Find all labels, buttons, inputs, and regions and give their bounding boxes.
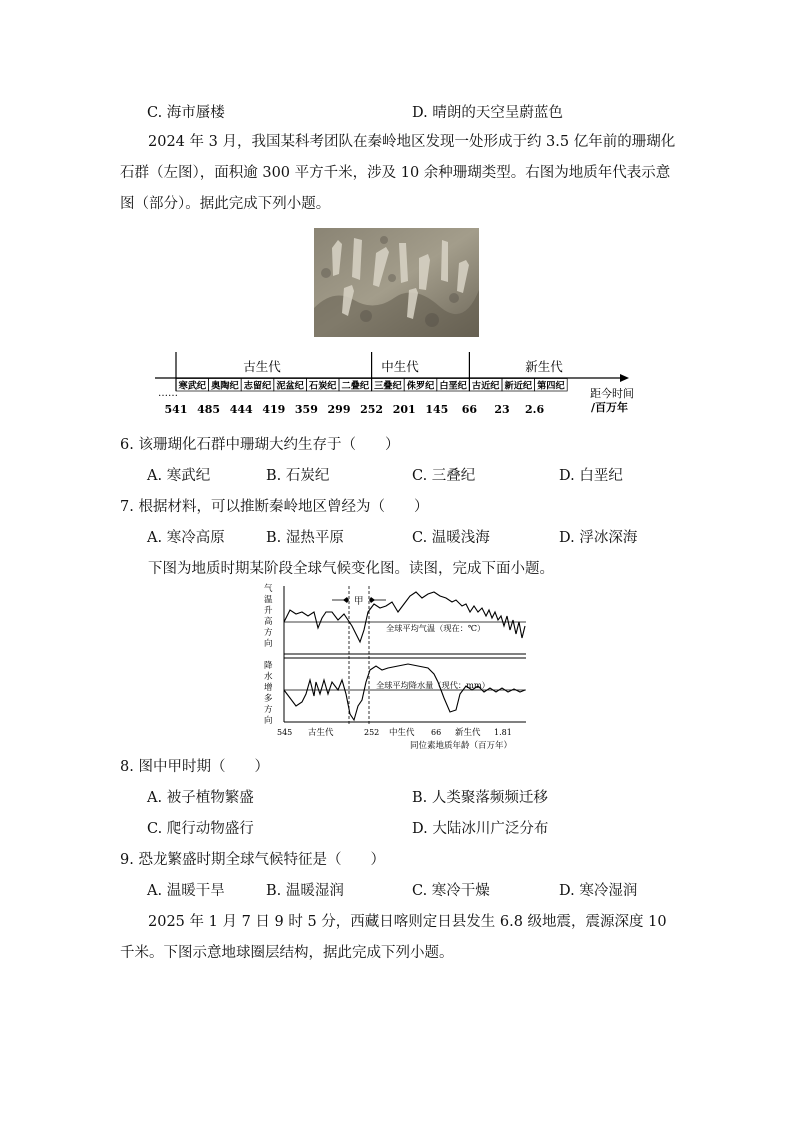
age-tick-label: 541 xyxy=(164,403,188,416)
era-cenozoic: 新生代 xyxy=(455,728,481,738)
geologic-timeline xyxy=(150,350,640,420)
era-paleozoic: 古生代 xyxy=(308,728,334,738)
timeline-arrowhead xyxy=(620,374,629,382)
age-tick-label: 419 xyxy=(262,403,286,416)
q8-option-d[interactable]: D. 大陆冰川广泛分布 xyxy=(412,821,549,837)
q7-stem: 7. 根据材料，可以推断秦岭地区曾经为（ ） xyxy=(120,499,429,515)
age-tick-label: 252 xyxy=(360,403,384,416)
era-label-mesozoic: 中生代 xyxy=(381,359,419,374)
era-label-paleozoic: 古生代 xyxy=(243,359,281,374)
period-label: 新近纪 xyxy=(504,380,533,392)
age-tick-label: 359 xyxy=(294,403,318,416)
age-tick-label: 201 xyxy=(392,403,416,416)
coral-fossil-photo xyxy=(314,228,479,337)
q9-option-d[interactable]: D. 寒冷湿润 xyxy=(559,883,638,899)
svg-text:升: 升 xyxy=(264,606,273,616)
q7-option-a[interactable]: A. 寒冷高原 xyxy=(147,530,225,546)
precipitation-curve xyxy=(284,664,525,720)
period-label: 侏罗纪 xyxy=(406,380,435,392)
timeline-ellipsis: …… xyxy=(158,388,178,399)
q8-option-c[interactable]: C. 爬行动物盛行 xyxy=(147,821,254,837)
age-tick-label: 66 xyxy=(461,403,478,416)
x-tick-66: 66 xyxy=(431,728,442,737)
svg-text:水: 水 xyxy=(264,672,273,682)
q9-option-b[interactable]: B. 温暖湿润 xyxy=(266,883,344,899)
passage-coral-fossil: 2024 年 3 月，我国某科考团队在秦岭地区发现一处形成于约 3.5 亿年前的珊瑚化石群（左图），面积逾 300 平方千米，涉及 10 余种珊瑚类型。右图为地质年代表示意图（部分）。据此完成下列小题。 xyxy=(120,134,676,212)
era-label-cenozoic: 新生代 xyxy=(525,359,563,374)
jia-marker: 甲 xyxy=(354,596,364,607)
precip-axis-label xyxy=(264,660,273,726)
q8-option-a[interactable]: A. 被子植物繁盛 xyxy=(147,790,254,806)
period-label: 三叠纪 xyxy=(374,380,402,392)
period-label: 志留纪 xyxy=(243,380,272,392)
age-tick-label: 145 xyxy=(425,403,449,416)
period-label: 泥盆纪 xyxy=(276,380,304,392)
q9-stem: 9. 恐龙繁盛时期全球气候特征是（ ） xyxy=(120,852,385,868)
svg-text:方: 方 xyxy=(264,705,273,715)
svg-text:向: 向 xyxy=(264,716,273,726)
age-tick-label: 485 xyxy=(197,403,221,416)
q5-option-d[interactable]: D. 晴朗的天空呈蔚蓝色 xyxy=(412,105,563,121)
q8-stem: 8. 图中甲时期（ ） xyxy=(120,759,269,775)
age-tick-label: 444 xyxy=(229,403,253,416)
svg-text:多: 多 xyxy=(264,694,273,704)
passage-climate: 下图为地质时期某阶段全球气候变化图。读图，完成下面小题。 xyxy=(148,561,554,577)
precip-reference-label: 全球平均降水量（现代：mm） xyxy=(376,680,490,690)
period-label: 石炭纪 xyxy=(308,380,337,392)
q8-option-b[interactable]: B. 人类聚落频频迁移 xyxy=(412,790,548,806)
svg-text:增: 增 xyxy=(264,683,273,693)
svg-text:向: 向 xyxy=(264,639,273,649)
period-label: 古近纪 xyxy=(471,380,500,392)
q6-option-b[interactable]: B. 石炭纪 xyxy=(266,468,330,484)
period-label: 白垩纪 xyxy=(439,380,467,392)
svg-text:降: 降 xyxy=(264,661,273,671)
period-label: 寒武纪 xyxy=(178,380,207,392)
q7-option-d[interactable]: D. 浮冰深海 xyxy=(559,530,638,546)
x-tick-545: 545 xyxy=(277,728,293,737)
passage-earthquake: 2025 年 1 月 7 日 9 时 5 分，西藏日喀则定日县发生 6.8 级地震，震源深度 10 千米。下图示意地球圈层结构，据此完成下列小题。 xyxy=(120,914,667,961)
jia-arrowhead-left xyxy=(343,597,349,603)
q5-option-c[interactable]: C. 海市蜃楼 xyxy=(147,105,225,121)
era-mesozoic: 中生代 xyxy=(389,728,415,738)
q6-option-c[interactable]: C. 三叠纪 xyxy=(412,468,476,484)
temp-reference-label: 全球平均气温（现在：℃） xyxy=(386,623,486,633)
x-tick-252: 252 xyxy=(364,728,380,737)
age-tick-label: 299 xyxy=(327,403,351,416)
climate-change-chart xyxy=(258,582,534,752)
q6-stem: 6. 该珊瑚化石群中珊瑚大约生存于（ ） xyxy=(120,437,400,453)
svg-text:气: 气 xyxy=(264,584,273,594)
svg-text:温: 温 xyxy=(264,595,273,605)
q7-option-b[interactable]: B. 湿热平原 xyxy=(266,530,344,546)
period-label: 奥陶纪 xyxy=(211,380,239,392)
q7-option-c[interactable]: C. 温暖浅海 xyxy=(412,530,490,546)
q9-option-c[interactable]: C. 寒冷干燥 xyxy=(412,883,490,899)
svg-text:方: 方 xyxy=(264,628,273,638)
age-tick-label: 2.6 xyxy=(525,403,545,416)
q6-option-d[interactable]: D. 白垩纪 xyxy=(559,468,623,484)
jia-arrowhead-right xyxy=(369,597,375,603)
x-tick-1-81: 1.81 xyxy=(494,728,512,737)
q6-option-a[interactable]: A. 寒武纪 xyxy=(147,468,211,484)
x-axis-label: 同位素地质年龄（百万年） xyxy=(410,741,513,751)
temp-axis-label xyxy=(264,583,273,649)
axis-label-time: 距今时间 xyxy=(590,387,634,400)
age-tick-label: 23 xyxy=(494,403,510,416)
period-label: 第四纪 xyxy=(537,380,565,392)
period-label: 二叠纪 xyxy=(341,380,370,392)
temperature-curve xyxy=(284,592,525,642)
axis-label-unit: /百万年 xyxy=(591,401,629,414)
svg-text:高: 高 xyxy=(264,617,273,627)
q9-option-a[interactable]: A. 温暖干旱 xyxy=(147,883,225,899)
